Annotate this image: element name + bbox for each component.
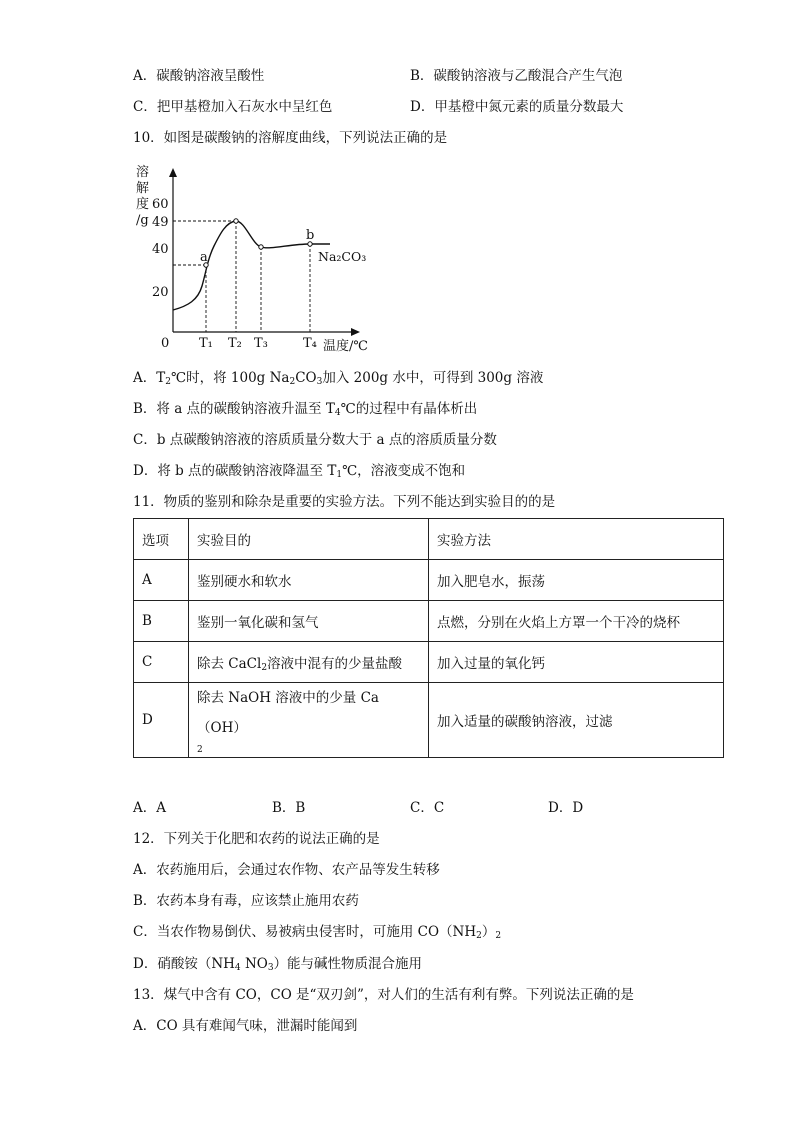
row-option: D [134,683,189,758]
row-goal: 除去 CaCl$_2$溶液中混有的少量盐酸 [189,642,429,683]
table-row [134,601,724,642]
q9-option-b: B．碳酸钠溶液与乙酸混合产生气泡 [410,68,623,84]
q11-answer-d: D．D [548,800,584,816]
row-option: C [134,642,189,683]
table-header-row [134,519,724,560]
q12-option-c: C．当农作物易倒伏、易被病虫侵害时，可施用 $CO(NH_2)_2$ [133,924,502,941]
point-a-label: a [200,250,208,265]
y-label-char-3: 度 [136,197,150,212]
table-header-method: 实验方法 [429,519,724,560]
q13-stem: 13．煤气中含有 CO，CO 是“双刃剑”，对人们的生活有利有弊。下列说法正确的是 [133,987,634,1003]
experiment-table [133,518,724,758]
origin-label: 0 [161,336,170,351]
guide-lines [173,221,310,332]
q9-option-a: A．碳酸钠溶液呈酸性 [133,68,265,84]
x-axis-label: 温度/℃ [323,339,368,354]
row-option: A [134,560,189,601]
row-option: B [134,601,189,642]
point-b-label: b [306,228,315,243]
y-tick-60: 60 [152,197,169,212]
row-method: 加入过量的氧化钙 [429,642,724,683]
y-label-char-2: 解 [136,181,150,196]
x-axis-arrow [351,328,360,336]
q9-option-c: C．把甲基橙加入石灰水中呈红色 [133,99,333,115]
t3-marker [259,245,263,249]
x-tick-t2: T₂ [228,336,242,351]
q10-option-b: B．将 a 点的碳酸钠溶液升温至 $T_4℃$的过程中有晶体析出 [133,401,478,418]
q10-option-d: D．将 b 点的碳酸钠溶液降温至 $T_1℃$，溶液变成不饱和 [133,463,466,480]
peak-marker [234,219,238,223]
y-label-char-4: /g [136,213,149,228]
table-row [134,642,724,683]
row-goal: 鉴别一氧化碳和氢气 [189,601,429,642]
q12-stem: 12．下列关于化肥和农药的说法正确的是 [133,831,380,847]
table-header-goal: 实验目的 [189,519,429,560]
row-goal: 除去 NaOH 溶液中的少量 Ca（OH） 2 [189,683,429,758]
q12-option-d: D．硝酸铵（$NH_4$ $NO_3$）能与碱性物质混合施用 [133,956,423,973]
y-tick-20: 20 [152,285,169,300]
q11-answer-a: A．A [133,800,166,816]
q11-answer-b: B．B [272,800,306,816]
x-tick-t3: T₃ [254,336,268,351]
table-row [134,560,724,601]
q11-answer-c: C．C [410,800,445,816]
y-tick-40: 40 [152,242,169,257]
y-axis-arrow [169,168,177,177]
y-label-char-1: 溶 [136,165,150,180]
q12-option-b: B．农药本身有毒，应该禁止施用农药 [133,893,359,909]
row-method: 点燃，分别在火焰上方罩一个干冷的烧杯 [429,601,724,642]
row-method: 加入肥皂水，振荡 [429,560,724,601]
row-method: 加入适量的碳酸钠溶液，过滤 [429,683,724,758]
y-tick-49: 49 [152,215,169,230]
q10-option-a: A．$T_2℃$时，将 100g $Na_2CO_3$加入 200g 水中，可得到 300g 溶液 [133,370,544,387]
table-header-option: 选项 [134,519,189,560]
x-tick-t4: T₄ [303,336,317,351]
series-label: Na₂CO₃ [318,249,367,264]
q10-option-c: C．b 点碳酸钠溶液的溶质质量分数大于 a 点的溶质质量分数 [133,432,497,448]
table-row [134,683,724,758]
row-goal: 鉴别硬水和软水 [189,560,429,601]
solubility-chart [130,160,390,360]
q12-option-a: A．农药施用后，会通过农作物、农产品等发生转移 [133,862,440,878]
q9-option-d: D．甲基橙中氮元素的质量分数最大 [410,99,624,115]
q13-option-a: A．CO 具有难闻气味，泄漏时能闻到 [133,1018,358,1034]
q10-stem: 10．如图是碳酸钠的溶解度曲线，下列说法正确的是 [133,130,448,146]
q11-stem: 11．物质的鉴别和除杂是重要的实验方法。下列不能达到实验目的的是 [133,494,556,510]
x-tick-t1: T₁ [199,336,213,351]
